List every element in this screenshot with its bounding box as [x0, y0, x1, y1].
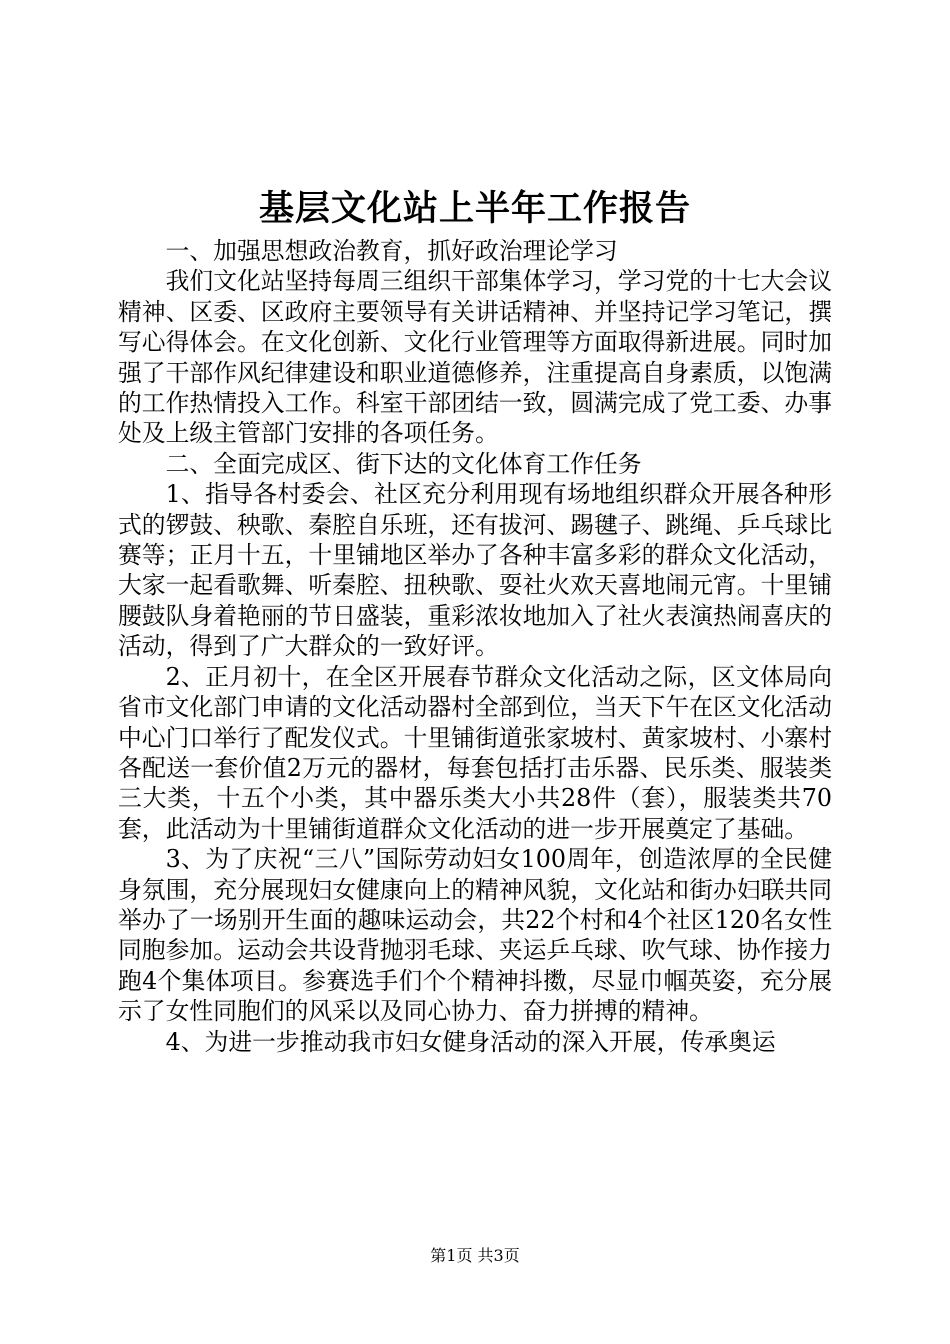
paragraph-study: 我们文化站坚持每周三组织干部集体学习，学习党的十七大会议精神、区委、区政府主要领导有关讲话精神、并坚持记学习笔记，撰写心得体会。在文化创新、文化行业管理等方面取得新进展。同时加强了干部作风纪律建设和职业道德修养，注重提高自身素质，以饱满的工作热情投入工作。科室干部团结一致，圆满完成了党工委、办事处及上级主管部门安排的各项任务。	[118, 267, 832, 448]
document-body	[118, 236, 832, 1057]
paragraph-item-4: 4、为进一步推动我市妇女健身活动的深入开展，传承奥运	[165, 1027, 776, 1056]
paragraph-item-2: 2、正月初十，在全区开展春节群众文化活动之际，区文体局向省市文化部门申请的文化活动器村全部到位，当天下午在区文化活动中心门口举行了配发仪式。十里铺街道张家坡村、黄家坡村、小寨村各配送一套价值2万元的器材，每套包括打击乐器、民乐类、服装类三大类，十五个小类，其中器乐类大小共28件（套），服装类共70套，此活动为十里铺街道群众文化活动的进一步开展奠定了基础。	[118, 662, 832, 843]
paragraph-item-3: 3、为了庆祝“三八”国际劳动妇女100周年，创造浓厚的全民健身氛围，充分展现妇女健康向上的精神风貌，文化站和街办妇联共同举办了一场别开生面的趣味运动会，共22个村和4个社区120名女性同胞参加。运动会共设背抛羽毛球、夹运乒乓球、吹气球、协作接力跑4个集体项目。参赛选手们个个精神抖擞，尽显巾帼英姿，充分展示了女性同胞们的风采以及同心协力、奋力拼搏的精神。	[118, 845, 832, 1026]
page-footer: 第1页 共3页	[430, 1246, 520, 1265]
paragraph-item-1: 1、指导各村委会、社区充分利用现有场地组织群众开展各种形式的锣鼓、秧歌、秦腔自乐班，还有拔河、踢毽子、跳绳、乒乓球比赛等；正月十五，十里铺地区举办了各种丰富多彩的群众文化活动，大家一起看歌舞、听秦腔、扭秧歌、耍社火欢天喜地闹元宵。十里铺腰鼓队身着艳丽的节日盛装，重彩浓妆地加入了社火表演热闹喜庆的活动，得到了广大群众的一致好评。	[118, 480, 832, 661]
document-title: 基层文化站上半年工作报告	[258, 188, 691, 229]
section-heading-1: 一、加强思想政治教育，抓好政治理论学习	[165, 237, 618, 265]
section-heading-2: 二、全面完成区、街下达的文化体育工作任务	[165, 449, 642, 478]
